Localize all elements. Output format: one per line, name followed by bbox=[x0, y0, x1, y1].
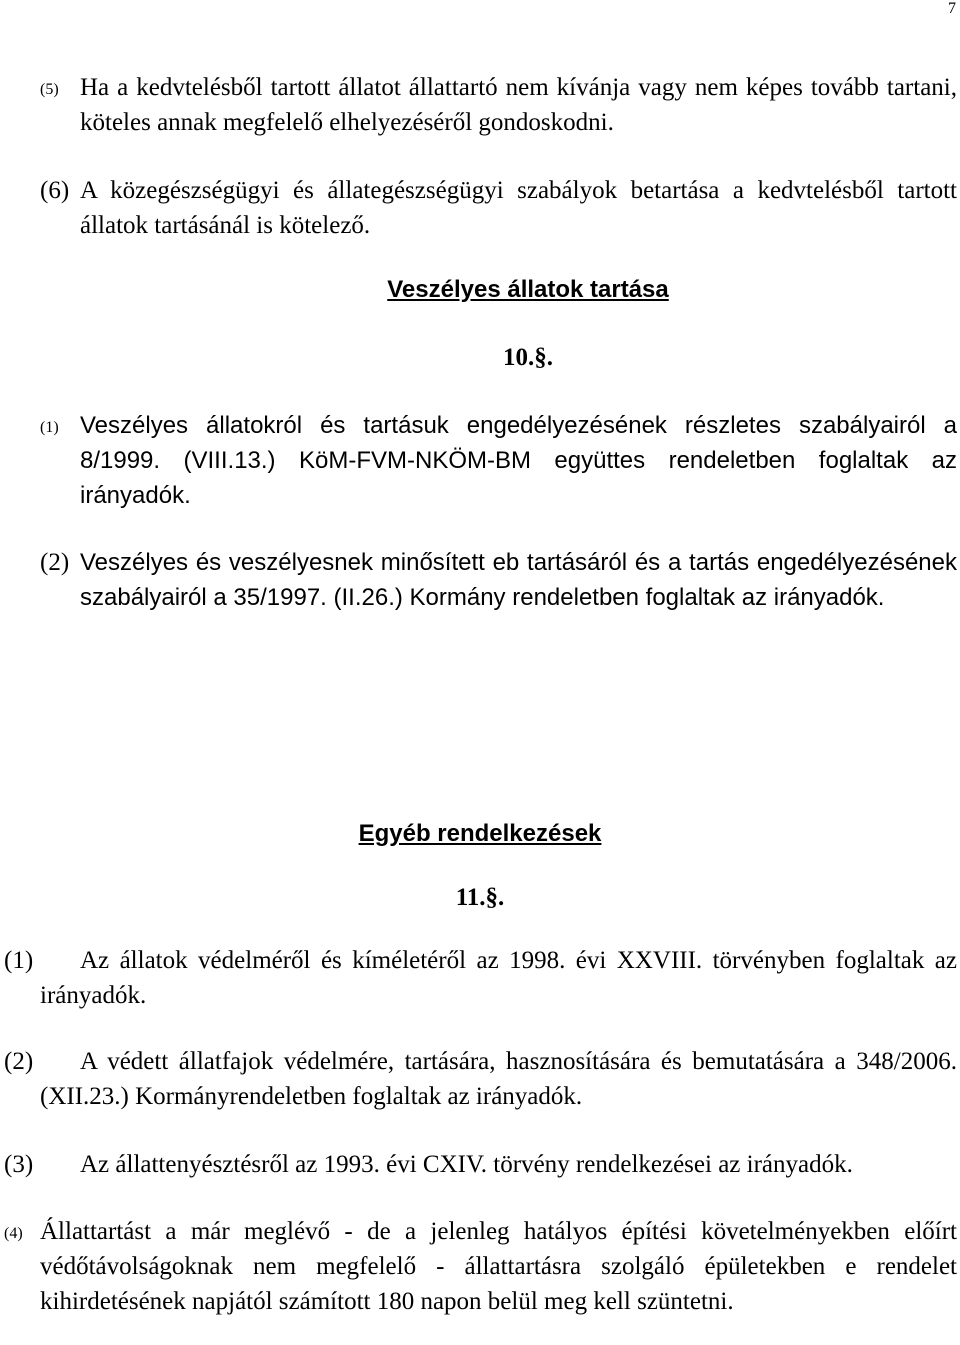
paragraph-text: A közegészségügyi és állategészségügyi szabályok betartása a kedvtelésből tartott állatok tartásánál is kötelező. bbox=[80, 177, 957, 239]
paragraph-text: Ha a kedvtelésből tartott állatot állattartó nem kívánja vagy nem képes tovább tartani, köteles annak megfelelő elhelyezéséről gondoskodni. bbox=[80, 74, 957, 136]
section-heading-other-provisions: Egyéb rendelkezések bbox=[358, 820, 602, 847]
paragraph-11-1 bbox=[0, 943, 957, 1013]
paragraph-number: (6) bbox=[40, 177, 70, 204]
paragraph-text: Veszélyes állatokról és tartásuk engedélyezésének részletes szabályairól a 8/1999. (VIII.13.) KöM-FVM-NKÖM-BM együttes rendeletben foglaltak az irányadók. bbox=[80, 412, 957, 509]
paragraph-10-1 bbox=[0, 408, 957, 513]
paragraph-number: (2) bbox=[4, 1048, 34, 1075]
paragraph-number: (3) bbox=[4, 1151, 34, 1178]
paragraph-11-3 bbox=[0, 1147, 957, 1182]
paragraph-text: Veszélyes és veszélyesnek minősített eb tartásáról és a tartás engedélyezésének szabályairól a 35/1997. (II.26.) Kormány rendeletben foglaltak az irányadók. bbox=[80, 549, 957, 611]
paragraph-number: (4) bbox=[4, 1225, 23, 1242]
paragraph-10-2 bbox=[0, 545, 957, 615]
paragraph-number: (2) bbox=[40, 549, 70, 576]
paragraph-text: A védett állatfajok védelmére, tartására, hasznosítására és bemutatására a 348/2006. (XII.23.) Kormányrendeletben foglaltak az irányadók. bbox=[40, 1048, 957, 1110]
paragraph-number: (5) bbox=[40, 81, 59, 98]
paragraph-5 bbox=[0, 70, 957, 140]
paragraph-11-2 bbox=[0, 1044, 957, 1114]
paragraph-text: Az állattenyésztésről az 1993. évi CXIV. törvény rendelkezései az irányadók. bbox=[80, 1151, 853, 1178]
paragraph-number: (1) bbox=[4, 947, 34, 974]
paragraph-11-4 bbox=[0, 1214, 957, 1319]
section-heading-dangerous-animals: Veszélyes állatok tartása bbox=[387, 276, 669, 303]
section-number-11: 11.§. bbox=[455, 884, 505, 911]
paragraph-6 bbox=[0, 173, 957, 243]
paragraph-text: Állattartást a már meglévő - de a jelenleg hatályos építési követelményekben előírt védőtávolságoknak nem megfelelő - állattartásra szolgáló épületekben e rendelet kihirdetésének napjától számított 180 napon belül meg kell szüntetni. bbox=[40, 1218, 957, 1315]
page-number: 7 bbox=[948, 0, 956, 17]
paragraph-text: Az állatok védelméről és kíméletéről az 1998. évi XXVIII. törvényben foglaltak az irányadók. bbox=[40, 947, 957, 1009]
section-number-10: 10.§. bbox=[503, 344, 553, 371]
paragraph-number: (1) bbox=[40, 419, 59, 436]
